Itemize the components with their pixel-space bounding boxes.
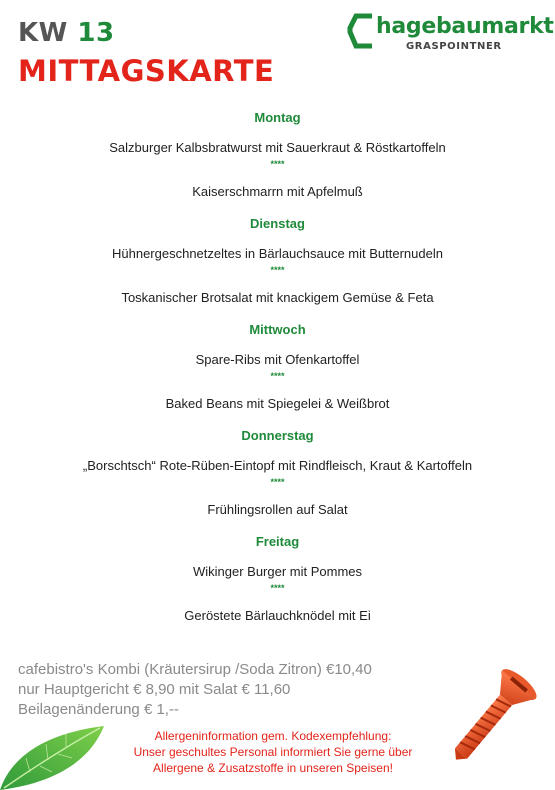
- main-course-price: nur Hauptgericht € 8,90 mit Salat € 11,60: [18, 681, 291, 698]
- allergen-notice-line: Allergene & Zusatzstoffe in unseren Speisen!: [153, 761, 393, 775]
- leaf-icon: [0, 720, 106, 790]
- week-label-prefix: KW: [18, 18, 68, 48]
- dish-main: Wikinger Burger mit Pommes: [192, 564, 363, 579]
- hagebaumarkt-logo: [346, 10, 554, 60]
- dish-alternative: Kaiserschmarrn mit Apfelmuß: [192, 184, 363, 199]
- allergen-notice-line: Unser geschultes Personal informiert Sie gerne über: [133, 745, 413, 759]
- day-block-mittwoch: [0, 320, 555, 426]
- side-change-price: Beilagenänderung € 1,--: [18, 701, 179, 718]
- separator: ****: [270, 477, 285, 487]
- separator: ****: [270, 265, 285, 275]
- day-heading: Mittwoch: [249, 322, 306, 337]
- page-title: MITTAGSKARTE: [18, 54, 275, 88]
- day-block-dienstag: [0, 214, 555, 320]
- day-heading: Dienstag: [250, 216, 305, 231]
- separator: ****: [270, 583, 285, 593]
- dish-main: Salzburger Kalbsbratwurst mit Sauerkraut & Röstkartoffeln: [109, 140, 446, 155]
- week-number: 13: [77, 18, 115, 48]
- dish-main: Hühnergeschnetzeltes in Bärlauchsauce mit Butternudeln: [112, 246, 443, 261]
- dish-alternative: Toskanischer Brotsalat mit knackigem Gemüse & Feta: [121, 290, 434, 305]
- kombi-offer: cafebistro's Kombi (Kräutersirup /Soda Zitron) €10,40: [18, 661, 372, 678]
- week-label: [18, 18, 115, 48]
- logo-subtitle: GRASPOINTNER: [406, 41, 502, 52]
- day-heading: Montag: [254, 110, 301, 125]
- logo-wordmark-hagebau: hagebau: [376, 14, 482, 39]
- separator: ****: [270, 371, 285, 381]
- dish-alternative: Frühlingsrollen auf Salat: [207, 502, 348, 517]
- dish-alternative: Geröstete Bärlauchknödel mit Ei: [184, 608, 371, 623]
- weekly-menu: [0, 108, 555, 626]
- day-heading: Freitag: [255, 534, 300, 549]
- dish-alternative: Baked Beans mit Spiegelei & Weißbrot: [165, 396, 390, 411]
- allergen-notice: [108, 728, 438, 776]
- screw-icon: [440, 664, 540, 774]
- logo-wordmark-markt: markt: [481, 14, 554, 39]
- day-heading: Donnerstag: [241, 428, 314, 443]
- allergen-notice-line: Allergeninformation gem. Kodexempfehlung:: [154, 729, 392, 743]
- day-block-freitag: [0, 532, 555, 626]
- dish-main: Spare-Ribs mit Ofenkartoffel: [195, 352, 360, 367]
- separator: ****: [270, 159, 285, 169]
- dish-main: „Borschtsch“ Rote-Rüben-Eintopf mit Rindfleisch, Kraut & Kartoffeln: [82, 458, 473, 473]
- logo-wordmark: [376, 14, 554, 40]
- kombi-pricing: [18, 660, 372, 720]
- day-block-montag: [0, 108, 555, 214]
- day-block-donnerstag: [0, 426, 555, 532]
